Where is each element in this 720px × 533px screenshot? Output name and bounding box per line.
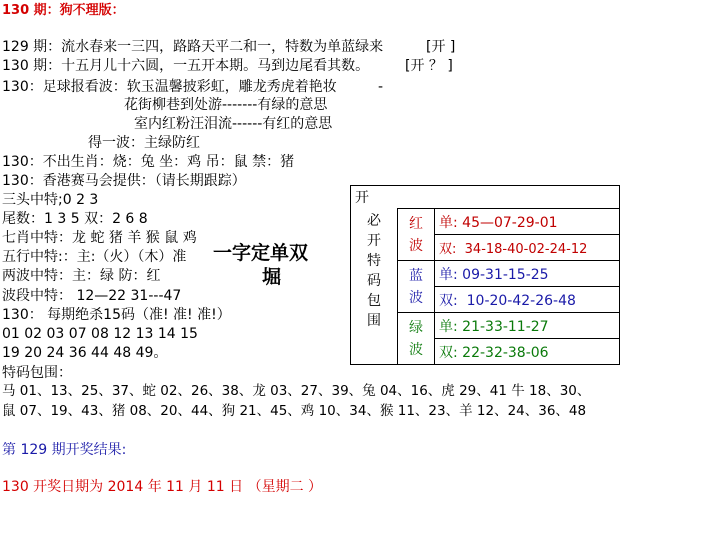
draw-date: 130 开奖日期为 2014 年 11 月 11 日 （星期二 ） <box>2 479 323 495</box>
green-single-cell: 单: 21-33-11-27 <box>435 313 620 339</box>
football-poem-line3: 室内红粉汪泪流------有红的意思 <box>134 116 333 132</box>
two-waves: 两波中特：主：绿 防：红 <box>2 268 161 284</box>
tail-numbers: 尾数：1 3 5 双：2 6 8 <box>2 211 148 227</box>
kill-15-numbers-2: 19 20 24 36 44 48 49。 <box>2 345 168 361</box>
line-129-prediction: 129 期：流水春来一三四，路路天平二和一，特数为单蓝绿来 <box>2 39 384 55</box>
line-130-open: [开 ？ ] <box>405 58 453 74</box>
blue-double-cell: 双: 10-20-42-26-48 <box>435 287 620 313</box>
football-poem-dash: - <box>378 79 384 95</box>
table-side-label: 必开特码包围 <box>351 209 398 365</box>
red-wave-label: 红波 <box>398 209 435 261</box>
wave-hint: 得一波：主绿防红 <box>88 135 200 151</box>
three-heads: 三头中特;0 2 3 <box>2 192 99 208</box>
football-poem-line1: 130：足球报看波：软玉温馨披彩虹，雕龙秀虎着艳妆 <box>2 79 337 95</box>
excluded-zodiac: 130：不出生肖：烧：兔 坐：鸡 吊：鼠 禁：猪 <box>2 154 295 170</box>
blue-single-cell: 单: 09-31-15-25 <box>435 261 620 287</box>
line-130-prediction: 130 期：十五月儿十六圆，一五开本期。马到边尾看其数。 <box>2 58 370 74</box>
green-double-cell: 双: 22-32-38-06 <box>435 339 620 365</box>
line-129-open: [开 ] <box>426 39 456 55</box>
blue-wave-label: 蓝波 <box>398 261 435 313</box>
table-open-label: 开 <box>351 186 620 209</box>
seven-zodiac: 七肖中特：龙 蛇 猪 羊 猴 鼠 鸡 <box>2 230 197 246</box>
single-double-answer: 堀 <box>262 266 282 288</box>
special-cover-row1: 马 01、13、25、37、蛇 02、26、38、龙 03、27、39、兔 04、16、虎 29、41 牛 18、30、 <box>2 383 591 399</box>
special-cover-title: 特码包围： <box>2 365 72 381</box>
special-cover-row2: 鼠 07、19、43、猪 08、20、44、狗 21、45、鸡 10、34、猴 11、23、羊 12、24、36、48 <box>2 403 587 419</box>
must-open-table <box>350 185 620 365</box>
jockey-club-line: 130：香港赛马会提供：（请长期跟踪） <box>2 173 246 189</box>
red-single-cell: 单: 45—07-29-01 <box>435 209 620 235</box>
green-wave-label: 绿波 <box>398 313 435 365</box>
five-elements: 五行中特:：主:（火）（木）准 <box>2 249 187 265</box>
wave-segment: 波段中特： 12—22 31---47 <box>2 288 182 304</box>
result-129-title: 第 129 期开奖结果: <box>2 442 127 458</box>
kill-15-title: 130： 每期绝杀15码（准! 准! 准!） <box>2 307 231 323</box>
kill-15-numbers-1: 01 02 03 07 08 12 13 14 15 <box>2 326 198 342</box>
red-double-cell: 双: 34-18-40-02-24-12 <box>435 235 620 261</box>
issue-title: 130 期：狗不理版： <box>2 3 125 18</box>
single-double-title: 一字定单双 <box>213 242 309 264</box>
football-poem-line2: 花街柳巷到处游-------有绿的意思 <box>124 97 328 113</box>
